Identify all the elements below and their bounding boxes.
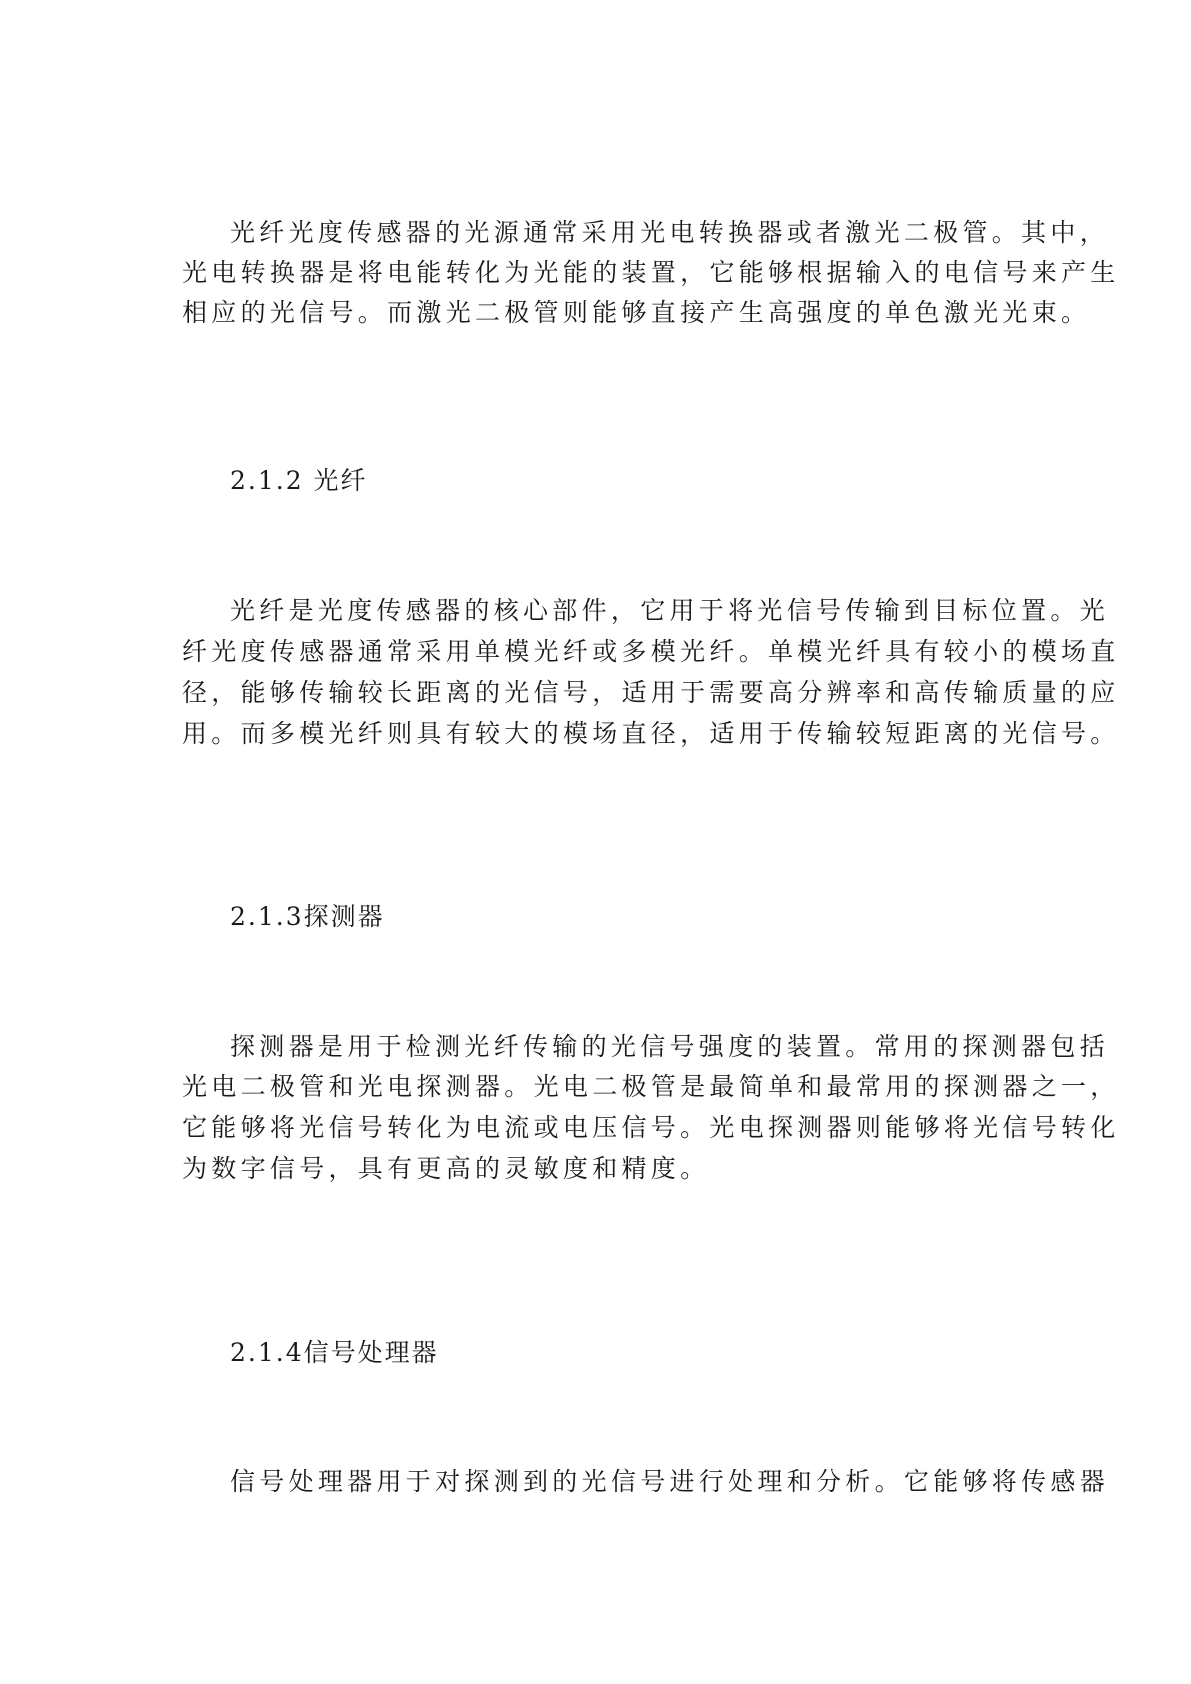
paragraph-line: 信号处理器用于对探测到的光信号进行处理和分析。它能够将传感器: [230, 1467, 1110, 1496]
paragraph-line: 径，能够传输较长距离的光信号，适用于需要高分辨率和高传输质量的应: [182, 678, 1120, 707]
paragraph-line: 光电二极管和光电探测器。光电二极管是最简单和最常用的探测器之一，: [182, 1072, 1120, 1101]
section-heading: 2.1.2 光纤: [230, 466, 368, 495]
paragraph-line: 光电转换器是将电能转化为光能的装置，它能够根据输入的电信号来产生: [182, 258, 1120, 287]
section-heading: 2.1.3探测器: [230, 902, 385, 931]
paragraph-line: 相应的光信号。而激光二极管则能够直接产生高强度的单色激光光束。: [182, 298, 1091, 327]
paragraph-line: 光纤光度传感器的光源通常采用光电转换器或者激光二极管。其中，: [230, 218, 1110, 247]
paragraph-line: 纤光度传感器通常采用单模光纤或多模光纤。单模光纤具有较小的模场直: [182, 637, 1120, 666]
paragraph-line: 为数字信号，具有更高的灵敏度和精度。: [182, 1154, 710, 1183]
paragraph-line: 用。而多模光纤则具有较大的模场直径，适用于传输较短距离的光信号。: [182, 719, 1120, 748]
paragraph-line: 探测器是用于检测光纤传输的光信号强度的装置。常用的探测器包括: [230, 1032, 1110, 1061]
paragraph-line: 它能够将光信号转化为电流或电压信号。光电探测器则能够将光信号转化: [182, 1113, 1120, 1142]
paragraph-line: 光纤是光度传感器的核心部件，它用于将光信号传输到目标位置。光: [230, 596, 1110, 625]
section-heading: 2.1.4信号处理器: [230, 1338, 439, 1367]
